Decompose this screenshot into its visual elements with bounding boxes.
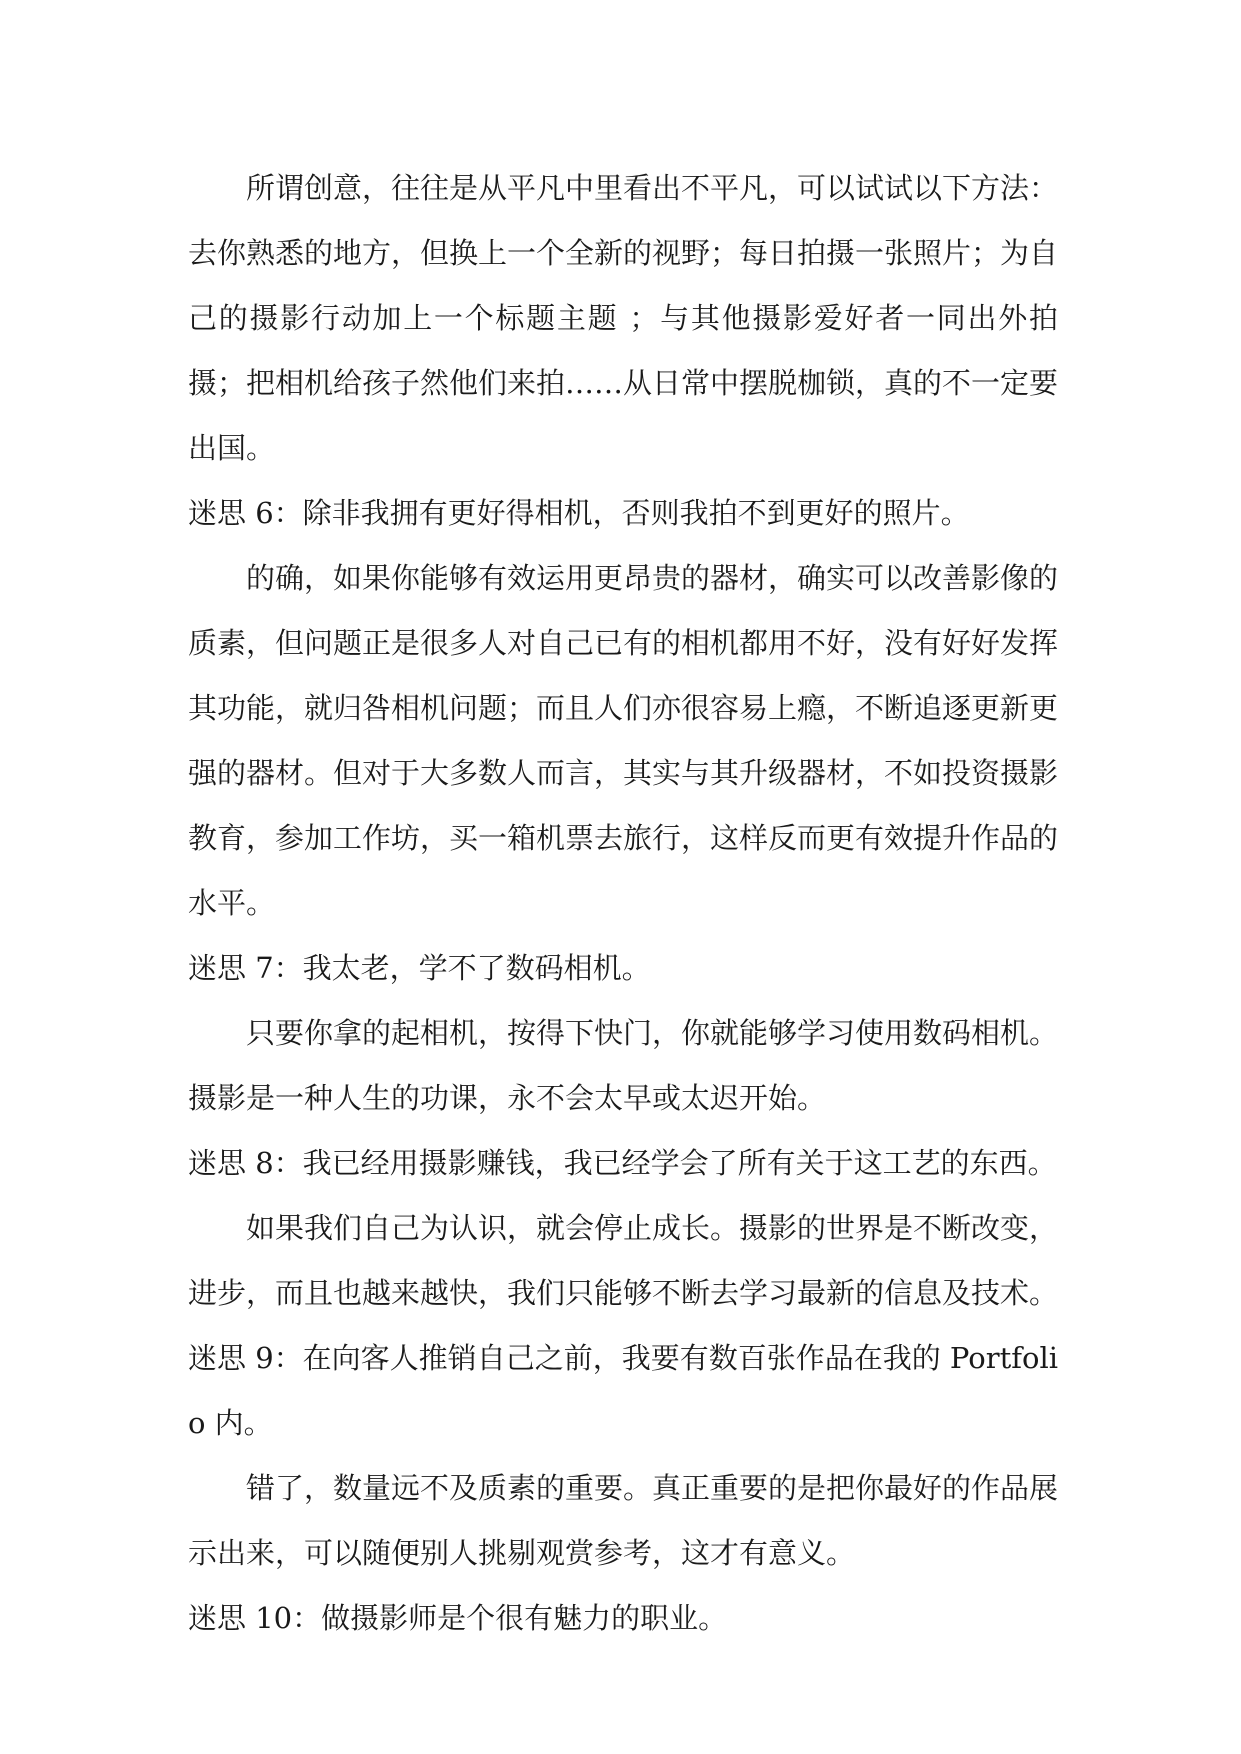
paragraph-creativity: 所谓创意，往往是从平凡中里看出不平凡，可以试试以下方法：去你熟悉的地方，但换上一个全新的视野；每日拍摄一张照片；为自己的摄影行动加上一个标题主题 ；与其他摄影爱好者一同出外拍摄；把相机给孩子然他们来拍……从日常中摆脱枷锁，真的不一定要出国。 <box>188 171 1059 465</box>
paragraph-learning: 如果我们自己为认识，就会停止成长。摄影的世界是不断改变，进步，而且也越来越快，我们只能够不断去学习最新的信息及技术。 <box>188 1211 1059 1310</box>
myth-8-heading: 迷思 8：我已经用摄影赚钱，我已经学会了所有关于这工艺的东西。 <box>188 1146 1057 1180</box>
paragraph-age: 只要你拿的起相机，按得下快门，你就能够学习使用数码相机。摄影是一种人生的功课，永不会太早或太迟开始。 <box>188 1016 1059 1115</box>
myth-10-heading: 迷思 10：做摄影师是个很有魅力的职业。 <box>188 1601 728 1635</box>
document-body <box>188 156 1058 1651</box>
paragraph-equipment: 的确，如果你能够有效运用更昂贵的器材，确实可以改善影像的质素，但问题正是很多人对自己已有的相机都用不好，没有好好发挥其功能，就归咎相机问题；而且人们亦很容易上瘾，不断追逐更新更强的器材。但对于大多数人而言，其实与其升级器材，不如投资摄影教育，参加工作坊，买一箱机票去旅行，这样反而更有效提升作品的水平。 <box>188 561 1059 920</box>
myth-7-heading: 迷思 7：我太老，学不了数码相机。 <box>188 951 651 985</box>
paragraph-portfolio: 错了，数量远不及质素的重要。真正重要的是把你最好的作品展示出来，可以随便别人挑剔观赏参考，这才有意义。 <box>188 1471 1059 1570</box>
myth-9-heading: 迷思 9：在向客人推销自己之前，我要有数百张作品在我的 Portfolio 内。 <box>188 1341 1058 1440</box>
myth-6-heading: 迷思 6：除非我拥有更好得相机，否则我拍不到更好的照片。 <box>188 496 970 530</box>
